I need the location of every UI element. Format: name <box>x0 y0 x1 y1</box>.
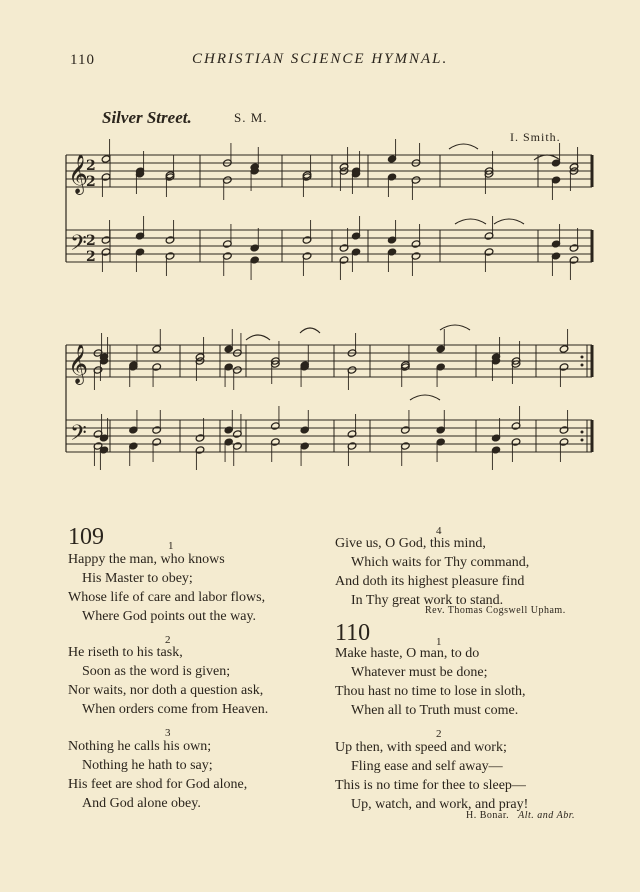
verse-line: Nor waits, nor doth a question ask, <box>68 683 264 698</box>
author: Rev. Thomas Cogswell Upham. <box>425 605 566 616</box>
treble-clef: 𝄞 <box>68 344 89 384</box>
verse-line: When orders come from Heaven. <box>82 702 269 717</box>
verse-line: Soon as the word is given; <box>82 664 231 679</box>
verse-number: 2 <box>165 634 171 646</box>
verse-line: Fling ease and self away— <box>351 759 503 774</box>
running-head: CHRISTIAN SCIENCE HYMNAL. <box>192 51 449 67</box>
slur <box>449 144 478 149</box>
verse-line: Make haste, O man, to do <box>335 646 480 661</box>
bass-clef: 𝄢 <box>70 421 87 451</box>
composer: I. Smith. <box>510 130 561 144</box>
verse-number: 2 <box>436 728 442 740</box>
verse-line: And God alone obey. <box>82 796 201 811</box>
author <box>466 810 575 821</box>
verse-line: Where God points out the way. <box>82 609 257 624</box>
hymn-number: 110 <box>335 620 371 646</box>
verse-line: Up then, with speed and work; <box>335 740 507 755</box>
verse-line: This is no time for thee to sleep— <box>335 778 526 793</box>
slur <box>246 335 270 340</box>
bass-clef: 𝄢 <box>70 231 87 261</box>
verse-number: 3 <box>165 727 171 739</box>
slur <box>410 395 440 400</box>
verse-line: His feet are shod for God alone, <box>68 777 248 792</box>
verse-line: Thou hast no time to lose in sloth, <box>335 684 526 699</box>
alteration-note: Alt. and Abr. <box>518 810 575 821</box>
verse-line: Whatever must be done; <box>351 665 488 680</box>
verse-line: Nothing he hath to say; <box>82 758 213 773</box>
tune-meter: S. M. <box>234 110 268 125</box>
slur <box>300 328 320 333</box>
time-signature: 2 <box>86 249 96 265</box>
verse-line: Nothing he calls his own; <box>68 739 212 754</box>
verse-line: Happy the man, who knows <box>68 552 225 567</box>
verse-line: He riseth to his task, <box>68 645 183 660</box>
verse-line: When all to Truth must come. <box>351 703 519 718</box>
hymn-number: 109 <box>68 524 104 550</box>
time-signature: 2 <box>86 158 96 174</box>
treble-clef: 𝄞 <box>68 154 89 194</box>
verse-line: Whose life of care and labor flows, <box>68 590 266 605</box>
verse-line: In Thy great work to stand. <box>351 593 504 608</box>
verse-number: 1 <box>436 636 442 648</box>
tune-name: Silver Street. <box>102 108 192 127</box>
slur <box>494 219 524 224</box>
treble-staff <box>66 345 592 377</box>
treble-staff <box>66 155 592 187</box>
time-signature: 2 <box>86 174 96 190</box>
bass-staff <box>66 230 592 262</box>
verse-line: Which waits for Thy command, <box>351 555 530 570</box>
author-name: H. Bonar. <box>466 810 510 821</box>
verse-line: His Master to obey; <box>82 571 193 586</box>
verse-number: 4 <box>436 525 442 537</box>
verse-line: Give us, O God, this mind, <box>335 536 486 551</box>
time-signature: 2 <box>86 233 96 249</box>
verse-line: And doth its highest pleasure find <box>335 574 525 589</box>
page-number: 110 <box>70 52 95 68</box>
verse-line: Up, watch, and work, and pray! <box>351 797 529 812</box>
slur <box>455 219 486 224</box>
verse-number: 1 <box>168 540 174 552</box>
